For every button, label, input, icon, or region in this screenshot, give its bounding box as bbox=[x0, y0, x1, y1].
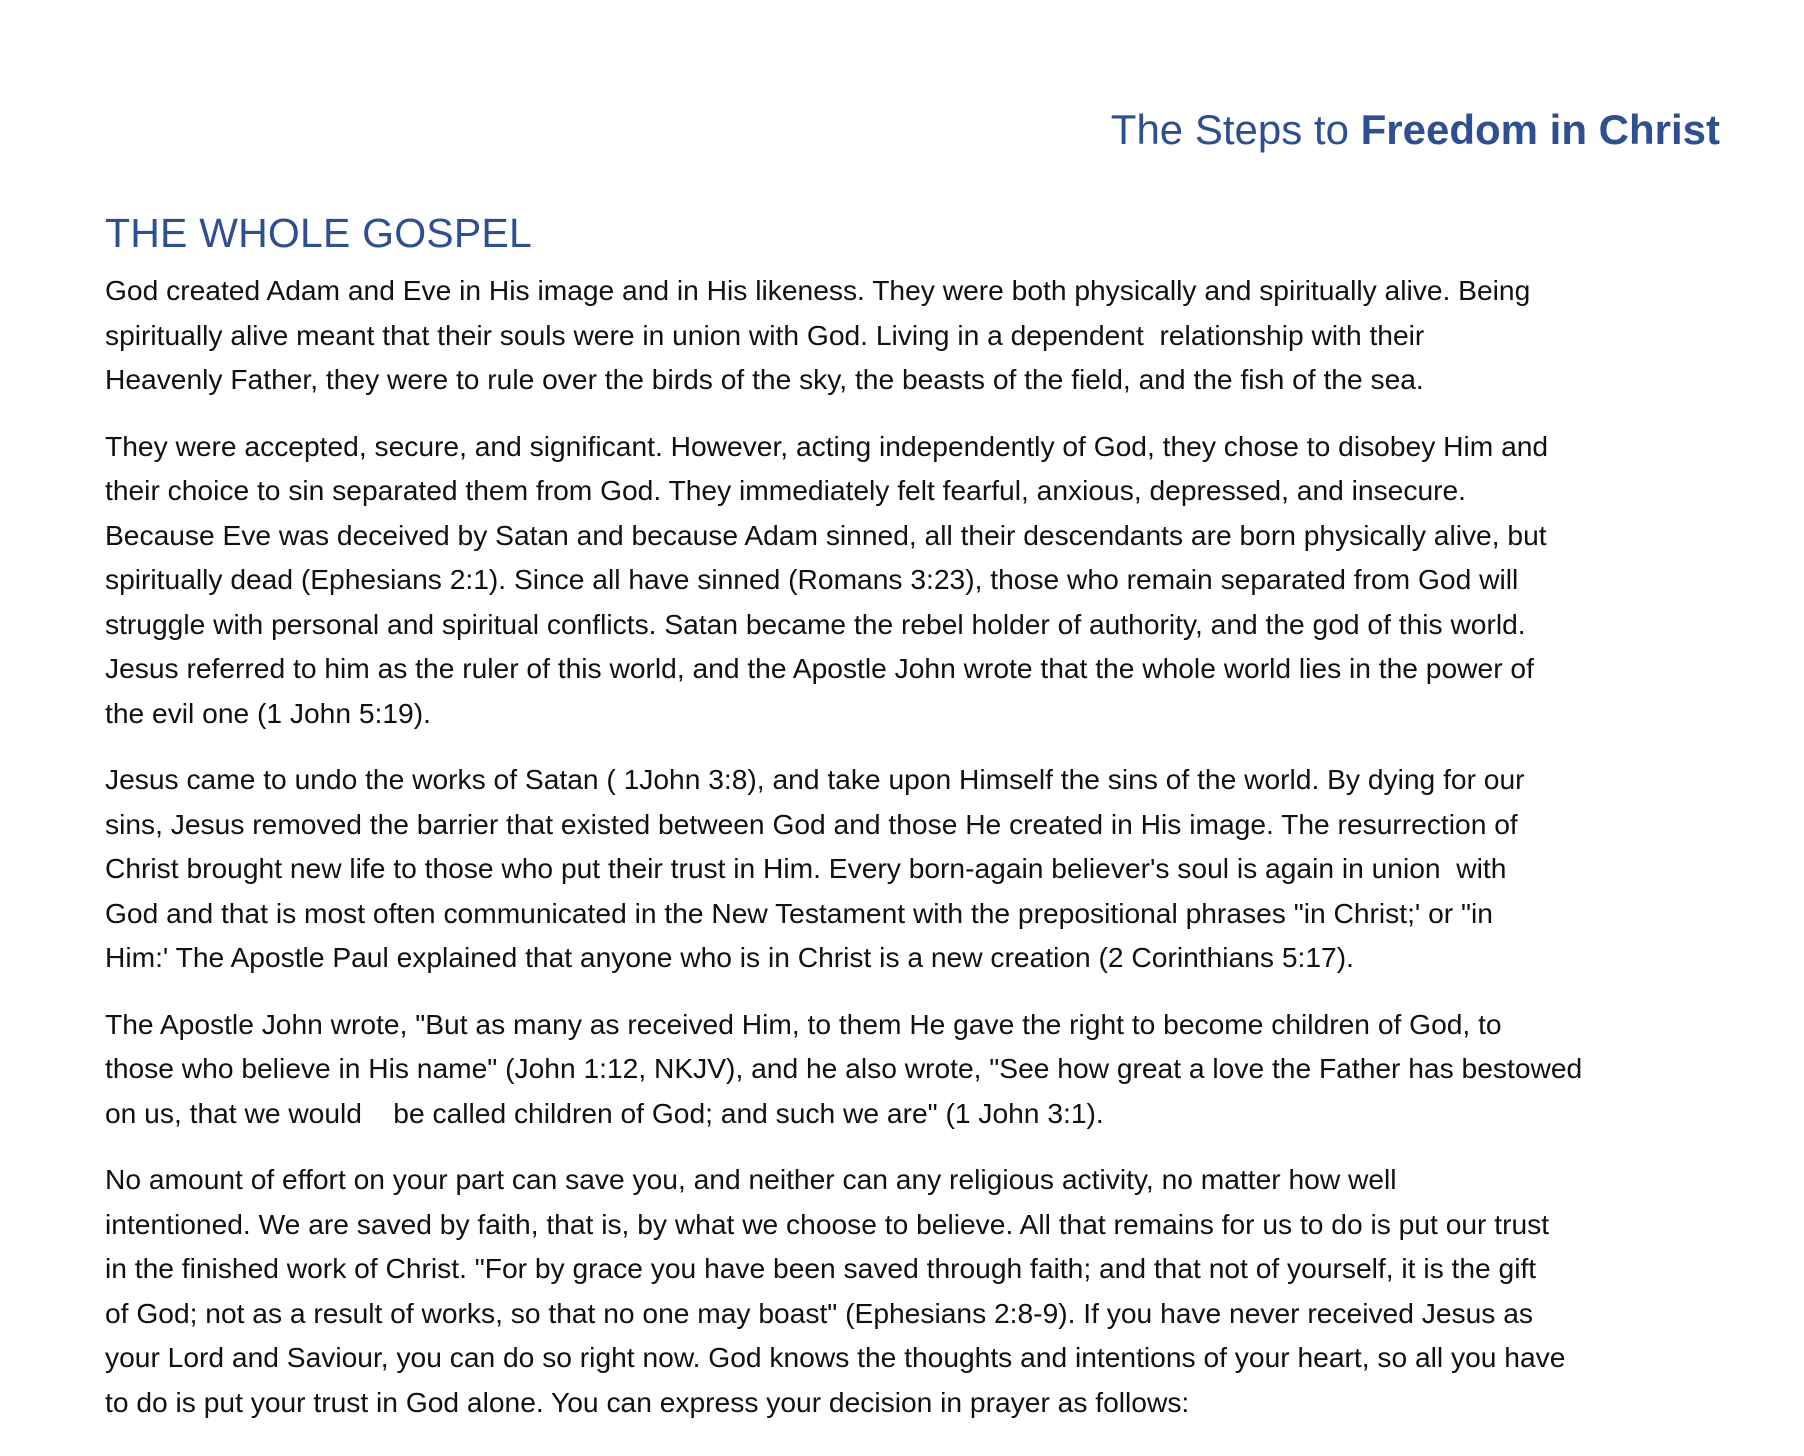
paragraph-line: Because Eve was deceived by Satan and because Adam sinned, all their descendants are born physically alive, but bbox=[105, 518, 1547, 551]
paragraph-line: No amount of effort on your part can save you, and neither can any religious activity, no matter how well bbox=[105, 1163, 1397, 1195]
paragraph-line: the evil one (1 John 5:19). bbox=[105, 696, 431, 729]
paragraph-5 bbox=[105, 1157, 1755, 1424]
paragraph-3 bbox=[105, 757, 1755, 980]
paragraph-line: their choice to sin separated them from God. They immediately felt fearful, anxious, depressed, and insecure. bbox=[105, 474, 1467, 506]
document-header-title bbox=[1111, 104, 1720, 156]
paragraph-line: to do is put your trust in God alone. You can express your decision in prayer as follows: bbox=[105, 1385, 1190, 1418]
paragraph-line: Jesus came to undo the works of Satan ( 1John 3:8), and take upon Himself the sins of the world. By dying for our bbox=[105, 763, 1525, 795]
paragraph-4 bbox=[105, 1002, 1755, 1136]
paragraph-line: of God; not as a result of works, so that no one may boast" (Ephesians 2:8-9). If you have never received Jesus as bbox=[105, 1296, 1533, 1329]
paragraph-line: Jesus referred to him as the ruler of this world, and the Apostle John wrote that the whole world lies in the power of bbox=[105, 652, 1534, 684]
paragraph-line: spiritually alive meant that their souls were in union with God. Living in a dependent relationship with their bbox=[105, 318, 1425, 351]
paragraph-line: Heavenly Father, they were to rule over the birds of the sky, the beasts of the field, and the fish of the sea. bbox=[105, 363, 1424, 395]
paragraph-line: on us, that we would be called children of God; and such we are" (1 John 3:1). bbox=[105, 1096, 1104, 1129]
paragraph-line: your Lord and Saviour, you can do so right now. God knows the thoughts and intentions of your heart, so all you have bbox=[105, 1341, 1566, 1373]
paragraph-line: struggle with personal and spiritual conflicts. Satan became the rebel holder of authority, and the god of this world. bbox=[105, 607, 1526, 640]
paragraph-2 bbox=[105, 424, 1755, 736]
paragraph-line: The Apostle John wrote, "But as many as received Him, to them He gave the right to become children of God, to bbox=[105, 1007, 1502, 1040]
section-heading: THE WHOLE GOSPEL bbox=[105, 210, 532, 256]
paragraph-line: in the finished work of Christ. "For by grace you have been saved through faith; and that not of yourself, it is the gift bbox=[105, 1252, 1537, 1284]
paragraph-line: spiritually dead (Ephesians 2:1). Since all have sinned (Romans 3:23), those who remain separated from God will bbox=[105, 563, 1519, 595]
paragraph-line: those who believe in His name" (John 1:12, NKJV), and he also wrote, "See how great a love the Father has bestowed bbox=[105, 1052, 1583, 1084]
paragraph-line: Christ brought new life to those who put their trust in Him. Every born-again believer's soul is again in union with bbox=[105, 852, 1507, 884]
header-title-light: The Steps to bbox=[1110, 106, 1361, 153]
document-body bbox=[105, 268, 1755, 1446]
paragraph-line: intentioned. We are saved by faith, that is, by what we choose to believe. All that remains for us to do is put our trust bbox=[105, 1207, 1550, 1240]
paragraph-line: Him:' The Apostle Paul explained that anyone who is in Christ is a new creation (2 Corinthians 5:17). bbox=[105, 941, 1354, 973]
paragraph-line: God and that is most often communicated in the New Testament with the prepositional phrases "in Christ;' or "in bbox=[105, 896, 1493, 929]
paragraph-1 bbox=[105, 268, 1755, 402]
paragraph-line: God created Adam and Eve in His image and in His likeness. They were both physically and spiritually alive. Being bbox=[105, 274, 1531, 306]
header-title-bold: Freedom in Christ bbox=[1360, 106, 1720, 153]
paragraph-line: They were accepted, secure, and significant. However, acting independently of God, they chose to disobey Him and bbox=[105, 429, 1549, 462]
paragraph-line: sins, Jesus removed the barrier that existed between God and those He created in His image. The resurrection of bbox=[105, 807, 1518, 840]
